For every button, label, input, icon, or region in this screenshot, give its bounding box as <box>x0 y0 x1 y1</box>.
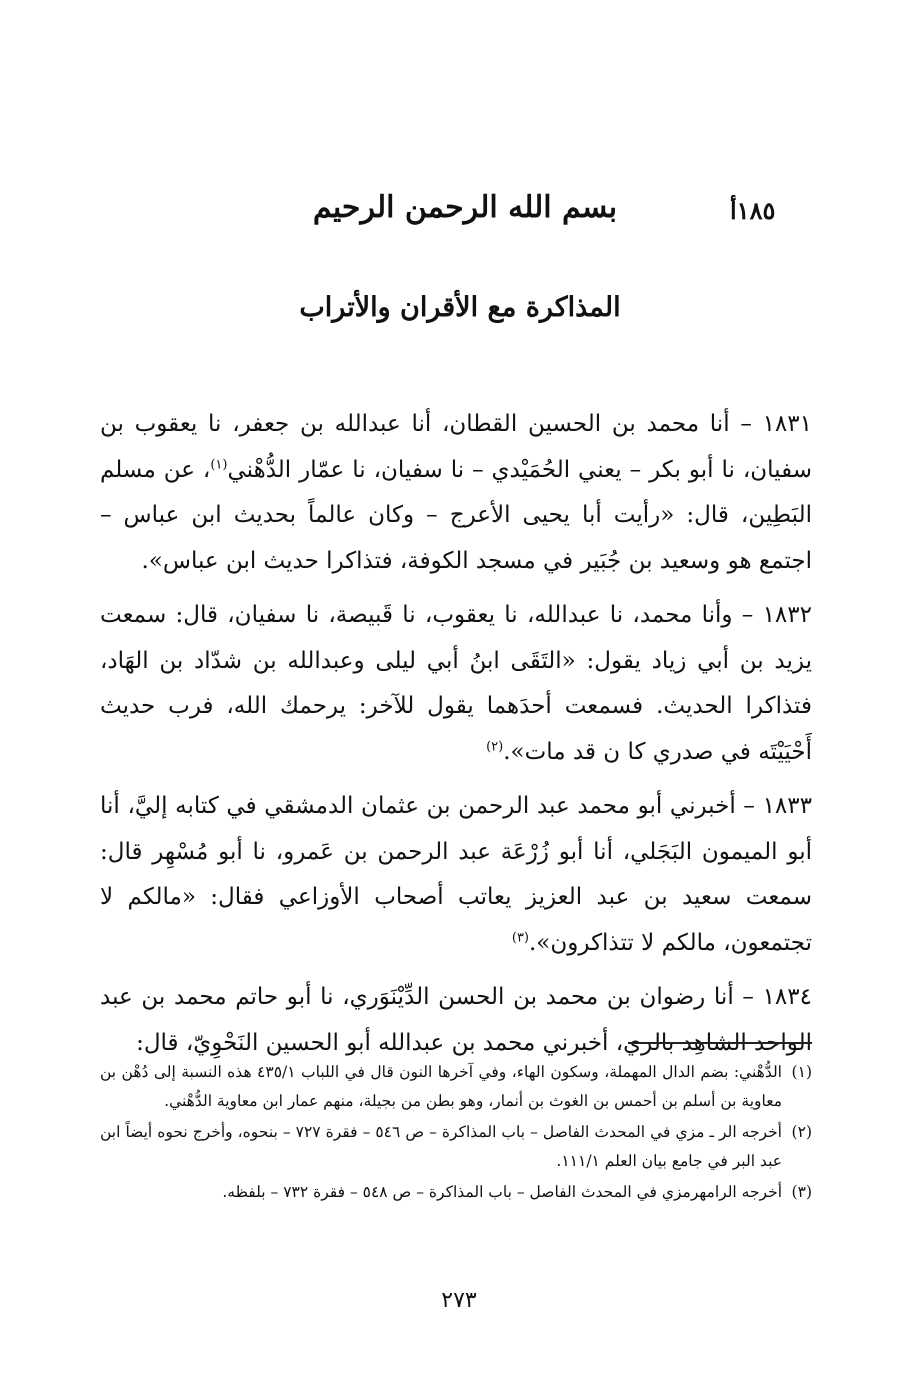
footnote-separator <box>628 1042 812 1044</box>
hadith-text: – أخبرني أبو محمد عبد الرحمن بن عثمان الدمشقي في كتابه إليَّ، أنا أبو الميمون البَجَلي، أنا أبو زُرْعَة عبد الرحمن بن عَمرو، نا أبو مُسْهِر قال: سمعت سعيد بن عبد العزيز يعاتب أصحاب الأوزاعي فقال: «مالكم لا تجتمعون، مالكم لا تتذاكرون». <box>100 793 812 956</box>
footnote-ref[interactable]: (١) <box>210 456 228 472</box>
hadith-text: – أنا رضوان بن محمد بن الحسن الدِّيْنَوَري، نا أبو حاتم محمد بن عبد الواحد الشاهِد بالري، أخبرني محمد بن عبدالله أبو الحسين النَحْوِيّ، قال: <box>100 984 812 1056</box>
hadith-number: ١٨٣٢ <box>762 602 812 628</box>
hadith-number: ١٨٣٣ <box>762 793 812 819</box>
footnote-number: (١) <box>791 1063 812 1081</box>
hadith-paragraph-1834 <box>100 975 812 1066</box>
footnote-text: أخرجه الر ـ مزي في المحدث الفاصل – باب المذاكرة – ص ٥٤٦ – فقرة ٧٢٧ – بنحوه، وأخرج نحوه أيضاً ابن عبد البر في جامع بيان العلم ١١١/١. <box>100 1123 782 1170</box>
footnote-ref[interactable]: (٣) <box>511 929 529 945</box>
hadith-number: ١٨٣٤ <box>762 984 812 1010</box>
manuscript-folio-marker: ١٨٥أ <box>730 196 776 225</box>
footnote-3 <box>100 1178 812 1207</box>
footnote-number: (٢) <box>791 1123 812 1141</box>
hadith-paragraph-1832 <box>100 593 812 775</box>
footnote-ref[interactable]: (٢) <box>486 738 504 754</box>
basmala-heading: بسم الله الرحمن الرحيم <box>312 190 618 225</box>
footnote-number: (٣) <box>791 1183 812 1201</box>
hadith-text: ، عن مسلم البَطِين، قال: «رأيت أبا يحيى الأعرج – وكان عالماً بحديث ابن عباس – اجتمع هو وسعيد بن جُبَير في مسجد الكوفة، فتذاكرا حديث ابن عباس». <box>100 456 812 574</box>
footnote-2 <box>100 1118 812 1176</box>
hadith-text: – وأنا محمد، نا عبدالله، نا يعقوب، نا قَبيصة، نا سفيان، قال: سمعت يزيد بن أبي زياد يقول: «التَقَى ابنُ أبي ليلى وعبدالله بن شدّاد بن الهَاد، فتذاكرا الحديث. فسمعت أحدَهما يقول للآخر: يرحمك الله، فرب حديث أَحْيَيْتَه في صدري كا ن قد مات». <box>100 602 812 765</box>
page-number: ٢٧٣ <box>441 1288 477 1313</box>
footnote-text: الدُّهْني: بضم الدال المهملة، وسكون الهاء، وفي آخرها النون قال في اللباب ٤٣٥/١ هذه النسبة إلى دُهْن بن معاوية بن أسلم بن أحمس بن الغوث بن أنمار، وهو بطن من بجيلة، منهم عمار ابن معاوية الدُّهْني. <box>100 1063 782 1110</box>
footnote-1 <box>100 1058 812 1116</box>
footnotes <box>100 1058 812 1207</box>
hadith-paragraph-1831 <box>100 402 812 584</box>
main-text <box>100 402 812 1066</box>
footnote-text: أخرجه الرامهرمزي في المحدث الفاصل – باب المذاكرة – ص ٥٤٨ – فقرة ٧٣٢ – بلفظه. <box>222 1183 782 1201</box>
hadith-text: – أنا محمد بن الحسين القطان، أنا عبدالله بن جعفر، نا يعقوب بن سفيان، نا أبو بكر – يعني الحُمَيْدي – نا سفيان، نا عمّار الدُّهْني <box>100 411 812 483</box>
hadith-paragraph-1833 <box>100 784 812 966</box>
section-title: المذاكرة مع الأقران والأتراب <box>299 292 621 323</box>
hadith-number: ١٨٣١ <box>762 411 812 437</box>
